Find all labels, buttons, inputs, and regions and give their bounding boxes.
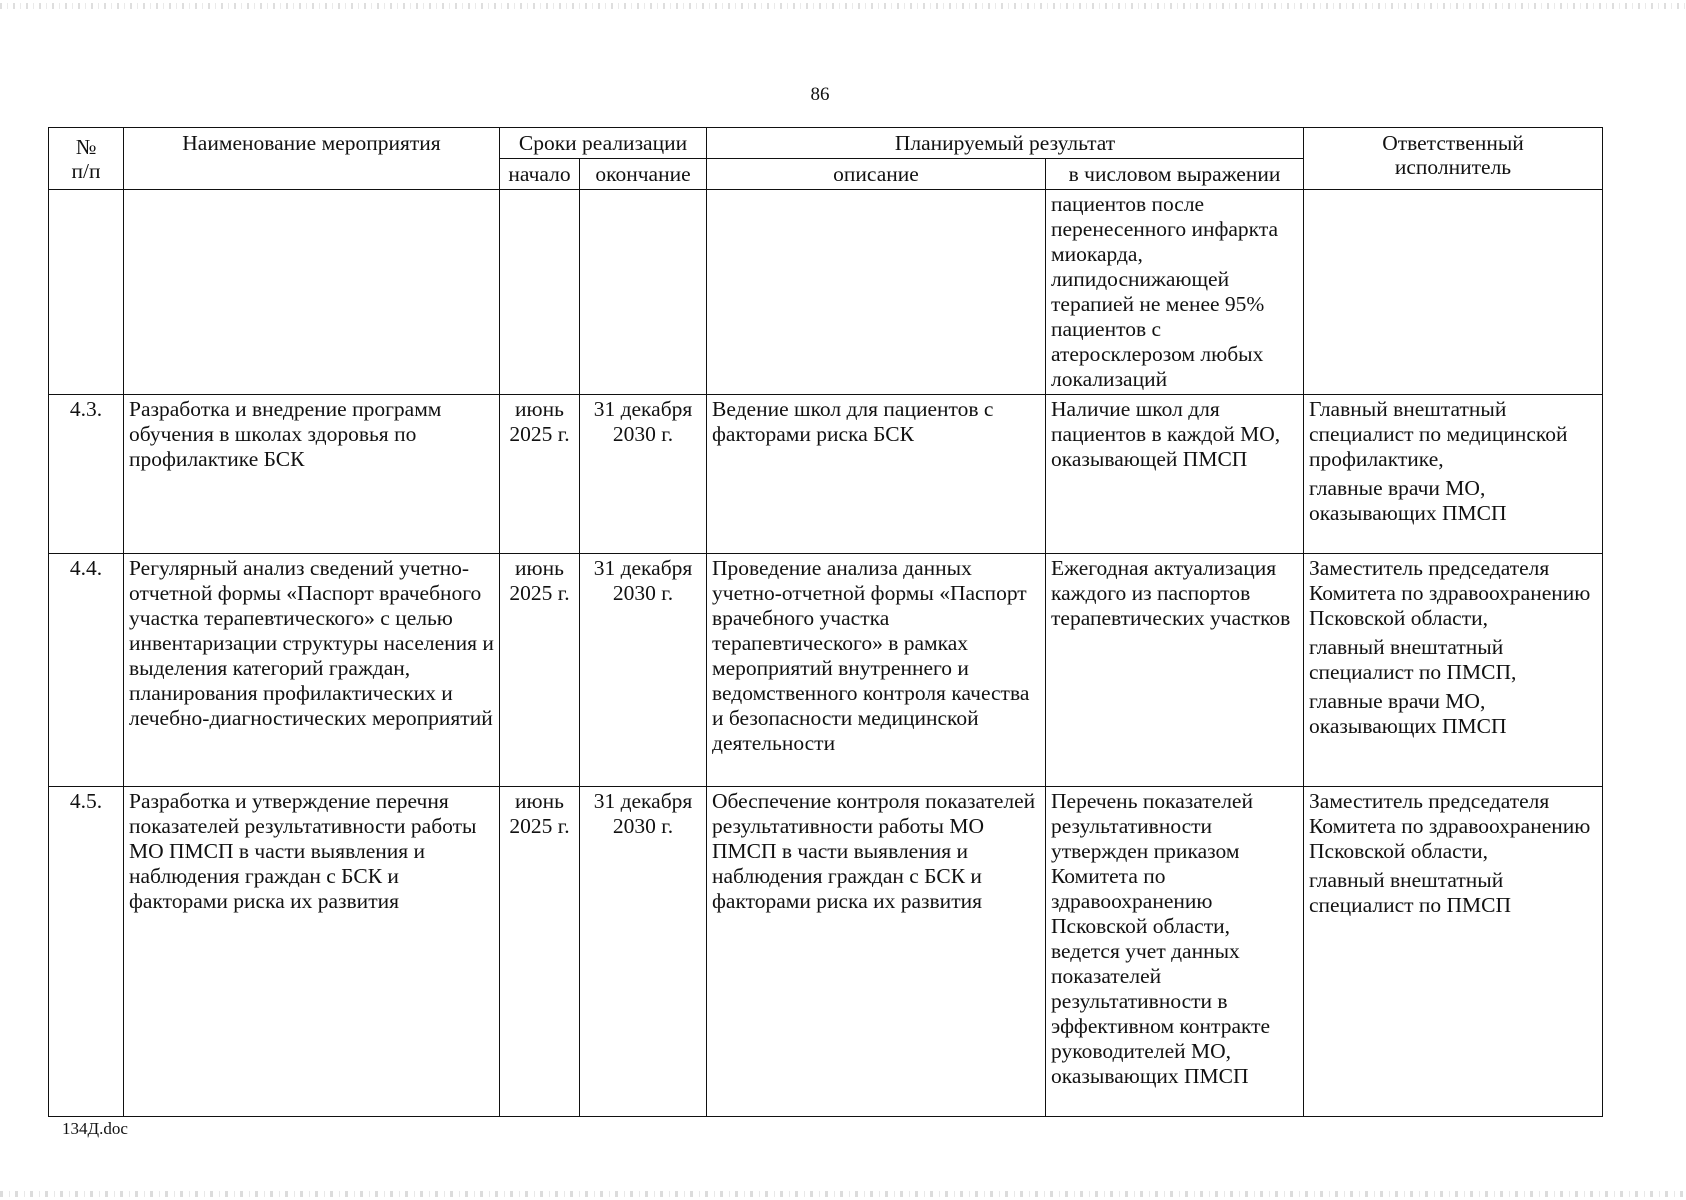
cell-numeric: пациентов после перенесенного инфаркта миокарда, липидоснижающей терапией не менее 95% пациентов с атеросклерозом любых локализаций: [1046, 190, 1304, 395]
start-month: июнь: [515, 789, 564, 813]
cell-description: [707, 190, 1046, 395]
start-month: июнь: [515, 556, 564, 580]
end-date: 31 декабря: [593, 789, 693, 813]
events-table: [48, 127, 1603, 1117]
cell-description: Ведение школ для пациентов с факторами риска БСК: [707, 395, 1046, 554]
cell-end: [580, 190, 707, 395]
header-result: Планируемый результат: [707, 128, 1304, 159]
cell-numeric: Ежегодная актуализация каждого из паспортов терапевтических участков: [1046, 554, 1304, 787]
cell-num: 4.3.: [49, 395, 124, 554]
cell-description: Обеспечение контроля показателей результативности работы МО ПМСП в части выявления и наблюдения граждан с БСК и факторами риска их развития: [707, 787, 1046, 1117]
responsible-part-1: Главный внештатный специалист по медицинской профилактике,: [1309, 397, 1568, 471]
scan-edge-top: [0, 3, 1686, 9]
header-row-top: [49, 128, 1603, 159]
cell-start: [500, 787, 580, 1117]
table-row-continuation: [49, 190, 1603, 395]
scan-edge-bottom: [0, 1191, 1686, 1197]
header-responsible-line-2: исполнитель: [1394, 155, 1512, 179]
cell-start: [500, 190, 580, 395]
page-number: 86: [810, 84, 830, 105]
responsible-part-2: главный внештатный специалист по ПМСП,: [1309, 635, 1517, 684]
cell-name: Регулярный анализ сведений учетно-отчетной формы «Паспорт врачебного участка терапевтического» с целью инвентаризации структуры населения и выделения категорий граждан, планирования профилактических и лечебно-диагностических мероприятий: [124, 554, 500, 787]
cell-numeric: Перечень показателей результативности утвержден приказом Комитета по здравоохранению Псковской области, ведется учет данных показателей результативности в эффективном контракте руководителей МО, оказывающих ПМСП: [1046, 787, 1304, 1117]
header-description: описание: [707, 159, 1046, 190]
cell-name: Разработка и утверждение перечня показателей результативности работы МО ПМСП в части выявления и наблюдения граждан с БСК и факторами риска их развития: [124, 787, 500, 1117]
cell-end: [580, 787, 707, 1117]
end-date: 31 декабря: [593, 397, 693, 421]
cell-responsible: [1304, 787, 1603, 1117]
cell-num: 4.5.: [49, 787, 124, 1117]
header-deadlines: Сроки реализации: [500, 128, 707, 159]
cell-start: [500, 554, 580, 787]
footer-file-name: 134Д.doc: [62, 1119, 128, 1138]
table-row-4-4: [49, 554, 1603, 787]
header-num-line-1: №: [75, 134, 97, 159]
cell-num: 4.4.: [49, 554, 124, 787]
start-year: 2025 г.: [509, 422, 570, 446]
table-row-4-3: [49, 395, 1603, 554]
cell-responsible: [1304, 190, 1603, 395]
start-year: 2025 г.: [509, 581, 570, 605]
cell-responsible: [1304, 554, 1603, 787]
start-month: июнь: [515, 397, 564, 421]
start-year: 2025 г.: [509, 814, 570, 838]
end-year: 2030 г.: [612, 422, 674, 446]
table-row-4-5: [49, 787, 1603, 1117]
responsible-part-1: Заместитель председателя Комитета по здравоохранению Псковской области,: [1309, 789, 1591, 863]
header-responsible-line-1: Ответственный: [1382, 131, 1524, 155]
header-num-line-2: п/п: [71, 158, 101, 183]
responsible-part-1: Заместитель председателя Комитета по здравоохранению Псковской области,: [1309, 556, 1591, 630]
responsible-part-2: главный внештатный специалист по ПМСП: [1309, 868, 1512, 917]
end-year: 2030 г.: [612, 814, 674, 838]
cell-num: [49, 190, 124, 395]
header-responsible: [1304, 128, 1603, 190]
responsible-part-2: главные врачи МО, оказывающих ПМСП: [1309, 476, 1507, 525]
cell-name: [124, 190, 500, 395]
header-end: окончание: [580, 159, 707, 190]
end-year: 2030 г.: [612, 581, 674, 605]
end-date: 31 декабря: [593, 556, 693, 580]
header-num: [49, 128, 124, 190]
header-numeric: в числовом выражении: [1046, 159, 1304, 190]
cell-end: [580, 395, 707, 554]
cell-responsible: [1304, 395, 1603, 554]
header-start: начало: [500, 159, 580, 190]
cell-end: [580, 554, 707, 787]
header-name: Наименование мероприятия: [124, 128, 500, 190]
table-header: [49, 128, 1603, 190]
cell-start: [500, 395, 580, 554]
cell-description: Проведение анализа данных учетно-отчетной формы «Паспорт врачебного участка терапевтического» в рамках мероприятий внутреннего и ведомственного контроля качества и безопасности медицинской деятельности: [707, 554, 1046, 787]
responsible-part-3: главные врачи МО, оказывающих ПМСП: [1309, 689, 1507, 738]
cell-name: Разработка и внедрение программ обучения в школах здоровья по профилактике БСК: [124, 395, 500, 554]
cell-numeric: Наличие школ для пациентов в каждой МО, оказывающей ПМСП: [1046, 395, 1304, 554]
